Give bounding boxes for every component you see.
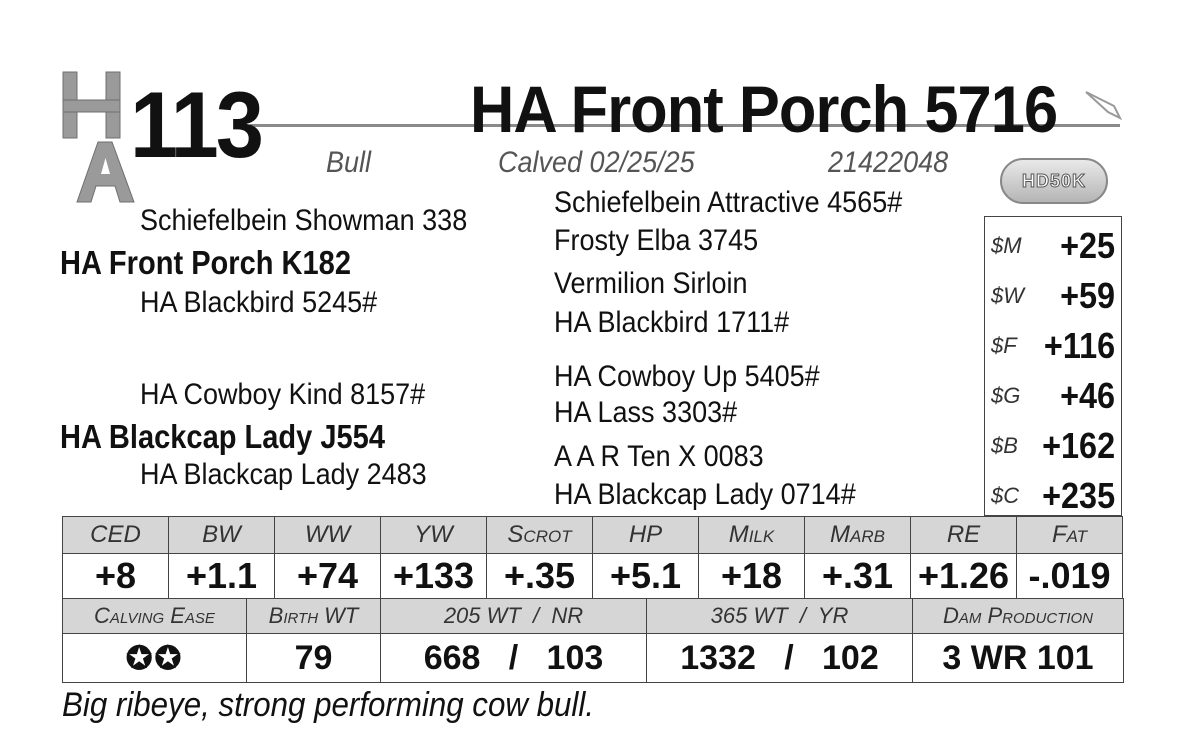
epd-value-bw: +1.1	[169, 554, 275, 599]
pedigree-ancestor: HA Blackbird 1711#	[554, 306, 790, 339]
comment: Big ribeye, strong performing cow bull.	[62, 686, 595, 724]
hd50k-badge	[1000, 158, 1108, 204]
epd-header-bw: BW	[169, 517, 275, 554]
pedigree-ancestor: Vermilion Sirloin	[554, 267, 748, 300]
pedigree-sire: HA Front Porch K182	[60, 244, 351, 281]
dollar-index-value: +25	[1060, 225, 1115, 266]
perf-header-dam-production: Dam Production	[913, 599, 1124, 634]
epd-value-row	[63, 554, 1123, 599]
registration-number: 21422048	[828, 146, 949, 179]
lot-number: 113	[130, 72, 262, 177]
perf-header-calving-ease: Calving Ease	[63, 599, 247, 634]
dollar-index-row	[985, 369, 1121, 419]
pedigree-dam-dam: HA Blackcap Lady 2483	[140, 458, 427, 491]
epd-value-re: +1.26	[911, 554, 1017, 599]
ha-logo	[60, 70, 140, 210]
calving-ease-stars	[63, 634, 247, 683]
sex-label: Bull	[326, 146, 372, 179]
epd-value-ww: +74	[275, 554, 381, 599]
dollar-index-value: +162	[1042, 425, 1115, 466]
perf-value-205-wt: 668 / 103	[381, 634, 647, 683]
epd-value-ced: +8	[63, 554, 169, 599]
dollar-index-row	[985, 219, 1121, 269]
dollar-index-row	[985, 319, 1121, 369]
epd-header-yw: YW	[381, 517, 487, 554]
epd-value-scrot: +.35	[487, 554, 593, 599]
performance-header-row	[63, 599, 1124, 634]
star-icon: ✪✪	[125, 639, 184, 676]
epd-value-yw: +133	[381, 554, 487, 599]
epd-value-hp: +5.1	[593, 554, 699, 599]
perf-value-365-wt: 1332 / 102	[647, 634, 913, 683]
epd-header-hp: HP	[593, 517, 699, 554]
perf-header-birth-wt: Birth WT	[247, 599, 381, 634]
perf-value-dam-production: 3 WR 101	[913, 634, 1124, 683]
pedigree-dam-sire: HA Cowboy Kind 8157#	[140, 378, 426, 411]
dollar-index-label: $F	[991, 333, 1017, 358]
animal-name: HA Front Porch 5716	[470, 72, 1058, 146]
performance-table	[62, 598, 1124, 683]
dollar-index-value: +46	[1060, 375, 1115, 416]
header-rule-tip	[1084, 88, 1124, 128]
dollar-index-label: $C	[991, 483, 1020, 508]
pedigree-ancestor: Frosty Elba 3745	[554, 224, 759, 257]
dollar-index-label: $M	[991, 233, 1022, 258]
perf-header-205-wt: 205 WT / NR	[381, 599, 647, 634]
perf-value-birth-wt: 79	[247, 634, 381, 683]
dollar-index-box	[984, 216, 1122, 516]
epd-header-scrot: Scrot	[487, 517, 593, 554]
epd-header-fat: Fat	[1017, 517, 1123, 554]
dollar-index-row	[985, 419, 1121, 469]
epd-table	[62, 516, 1123, 599]
perf-header-365-wt: 365 WT / YR	[647, 599, 913, 634]
performance-value-row	[63, 634, 1124, 683]
dollar-index-value: +116	[1043, 325, 1115, 366]
epd-header-row	[63, 517, 1123, 554]
epd-header-milk: Milk	[699, 517, 805, 554]
dollar-index-value: +235	[1042, 475, 1115, 516]
pedigree-sire-dam: HA Blackbird 5245#	[140, 286, 378, 319]
epd-header-re: RE	[911, 517, 1017, 554]
pedigree-ancestor: HA Lass 3303#	[554, 396, 738, 429]
epd-value-milk: +18	[699, 554, 805, 599]
dollar-index-label: $B	[991, 433, 1018, 458]
epd-value-marb: +.31	[805, 554, 911, 599]
pedigree-ancestor: Schiefelbein Attractive 4565#	[554, 186, 903, 219]
dollar-index-label: $W	[991, 283, 1024, 308]
epd-header-marb: Marb	[805, 517, 911, 554]
dollar-index-row	[985, 469, 1121, 519]
pedigree-ancestor: HA Cowboy Up 5405#	[554, 360, 820, 393]
pedigree-ancestor: A A R Ten X 0083	[554, 440, 764, 473]
pedigree-ancestor: HA Blackcap Lady 0714#	[554, 478, 856, 511]
dollar-index-label: $G	[991, 383, 1021, 408]
dollar-index-value: +59	[1060, 275, 1115, 316]
epd-header-ced: CED	[63, 517, 169, 554]
dollar-index-row	[985, 269, 1121, 319]
calved-date: Calved 02/25/25	[498, 146, 695, 179]
pedigree-dam: HA Blackcap Lady J554	[60, 418, 385, 455]
pedigree-sire-sire: Schiefelbein Showman 338	[140, 204, 468, 237]
epd-value-fat: -.019	[1017, 554, 1123, 599]
epd-header-ww: WW	[275, 517, 381, 554]
hd50k-badge-text: HD50K	[1021, 170, 1087, 191]
